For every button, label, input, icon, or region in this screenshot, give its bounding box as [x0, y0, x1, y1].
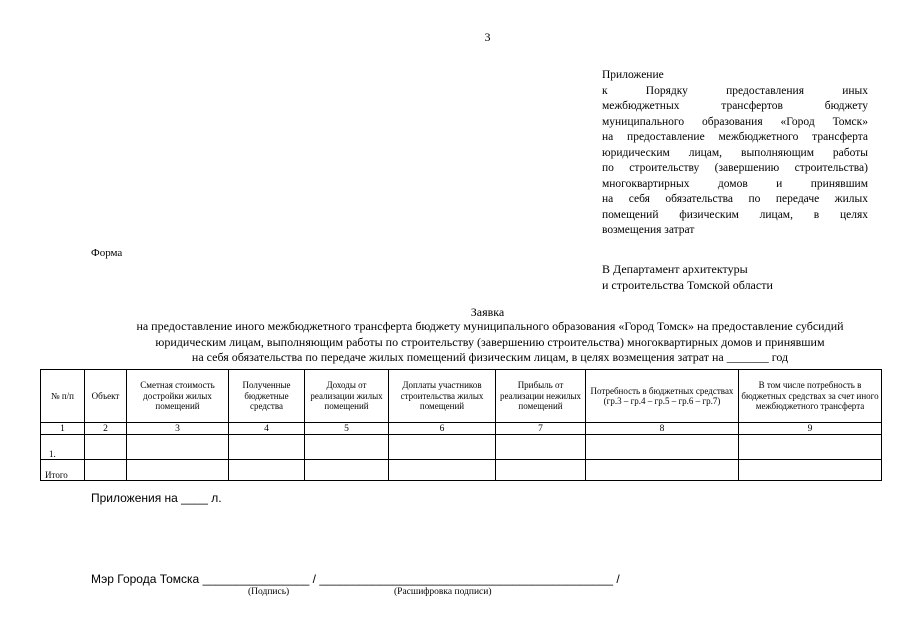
- table-cell[interactable]: [85, 435, 127, 460]
- appendix-line: муниципального образования «Город Томск»: [602, 115, 868, 128]
- appendix-line: юридическим лицам, выполняющим работы: [602, 146, 868, 159]
- attachments-line: Приложения на ____ л.: [91, 491, 222, 505]
- appendix-line: к Порядку предоставления иных: [602, 84, 868, 97]
- table-cell[interactable]: [496, 460, 586, 481]
- header-budget-need: Потребность в бюджетных средствах (гр.3 – гр.4 – гр.5 – гр.6 – гр.7): [586, 370, 739, 423]
- total-label: Итого: [41, 460, 85, 481]
- table-cell[interactable]: [305, 460, 389, 481]
- table-cell[interactable]: [305, 435, 389, 460]
- column-number: 8: [586, 423, 739, 435]
- header-nonresidential-profit: Прибыль от реализации нежилых помещений: [496, 370, 586, 423]
- column-number: 9: [739, 423, 882, 435]
- mayor-signature-line: Мэр Города Томска ________________ / ____________________________________________ /: [91, 572, 620, 586]
- decoding-hint: (Расшифровка подписи): [394, 587, 492, 597]
- table-cell[interactable]: [586, 435, 739, 460]
- table-cell[interactable]: [739, 460, 882, 481]
- row-number: 1.: [41, 435, 85, 460]
- subtitle-line-3: на себя обязательства по передаче жилых помещений физическим лицам, в целях возмещения затрат на _______ год: [191, 350, 789, 364]
- table-cell[interactable]: [85, 460, 127, 481]
- column-number-row: [41, 423, 882, 435]
- header-residential-income: Доходы от реализации жилых помещений: [305, 370, 389, 423]
- document-subtitle: [60, 319, 905, 366]
- column-number: 5: [305, 423, 389, 435]
- table-cell[interactable]: [496, 435, 586, 460]
- appendix-line: на себя обязательства по передаче жилых: [602, 193, 868, 205]
- department-line-1: В Департамент архитектуры: [602, 262, 748, 276]
- appendix-line: по строительству (завершению строительства): [602, 162, 868, 174]
- column-number: 3: [127, 423, 229, 435]
- table-cell[interactable]: [389, 460, 496, 481]
- table-cell[interactable]: [229, 460, 305, 481]
- column-number: 1: [41, 423, 85, 435]
- total-row: [41, 460, 882, 481]
- appendix-line: на предоставление межбюджетного трансферта: [602, 131, 868, 143]
- appendix-line: межбюджетных трансфертов бюджету: [602, 100, 868, 112]
- appendix-line: возмещения затрат: [602, 224, 695, 236]
- appendix-line: многоквартирных домов и принявшим: [602, 177, 868, 190]
- column-number: 4: [229, 423, 305, 435]
- table-cell[interactable]: [389, 435, 496, 460]
- form-label: Форма: [91, 247, 123, 259]
- column-number: 2: [85, 423, 127, 435]
- header-number: № п/п: [41, 370, 85, 423]
- department-addressee: [602, 262, 773, 293]
- appendix-line: Приложение: [602, 69, 664, 81]
- column-number: 6: [389, 423, 496, 435]
- header-participant-payments: Доплаты участников строительства жилых помещений: [389, 370, 496, 423]
- column-number: 7: [496, 423, 586, 435]
- table-cell[interactable]: [127, 435, 229, 460]
- table-cell[interactable]: [739, 435, 882, 460]
- table-cell[interactable]: [127, 460, 229, 481]
- table-header-row: [41, 370, 882, 423]
- signature-hint: (Подпись): [248, 587, 290, 597]
- header-estimated-cost: Сметная стоимость достройки жилых помещений: [127, 370, 229, 423]
- header-received-funds: Полученные бюджетные средства: [229, 370, 305, 423]
- department-line-2: и строительства Томской области: [602, 277, 773, 292]
- document-title: Заявка: [470, 305, 505, 319]
- page-number: 3: [484, 30, 491, 44]
- subtitle-line-1: на предоставление иного межбюджетного трансферта бюджету муниципального образования «Город Томск» на предоставление субсидий: [136, 319, 844, 333]
- appendix-line: помещений физическим лицам, в целях: [602, 208, 868, 221]
- application-table: [40, 369, 882, 481]
- header-transfer-need: В том числе потребность в бюджетных средствах за счет иного межбюджетного трансферта: [739, 370, 882, 423]
- table-cell[interactable]: [229, 435, 305, 460]
- header-object: Объект: [85, 370, 127, 423]
- subtitle-line-2: юридическим лицам, выполняющим работы по строительству (завершению строительства) многоквартирных домов и принявшим: [155, 334, 825, 349]
- appendix-block: [602, 68, 868, 239]
- table-cell[interactable]: [586, 460, 739, 481]
- table-row: [41, 435, 882, 460]
